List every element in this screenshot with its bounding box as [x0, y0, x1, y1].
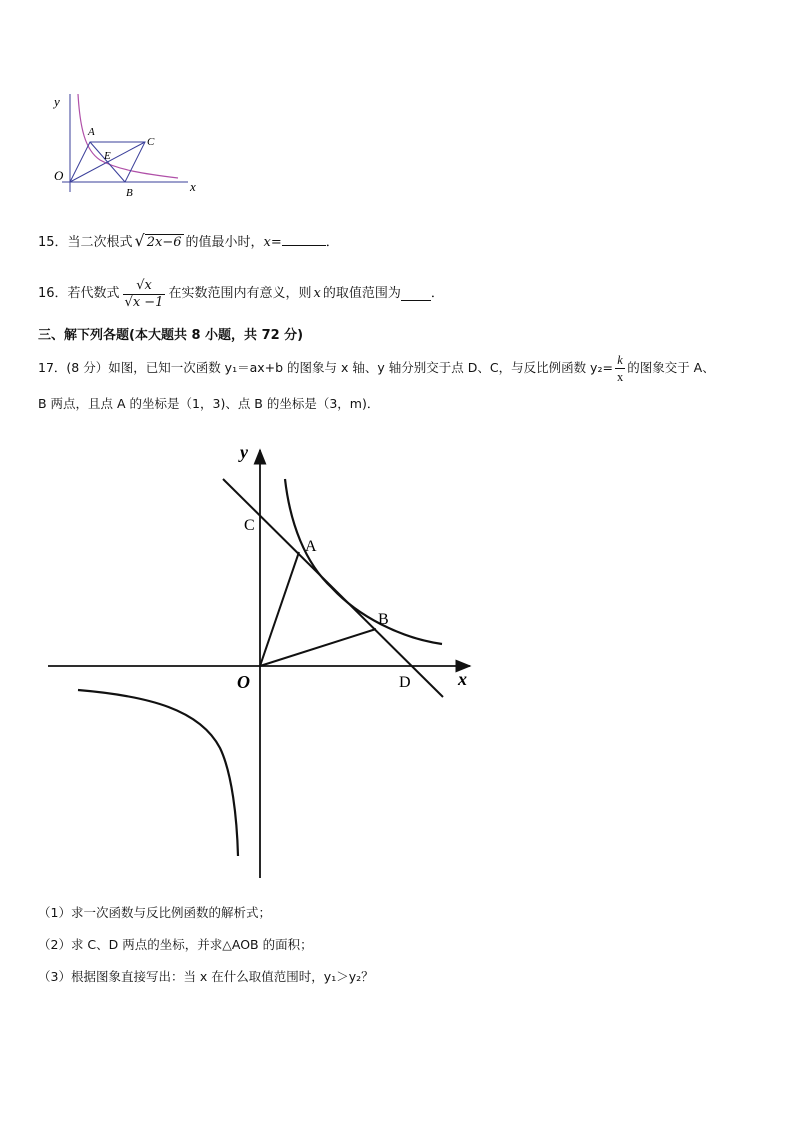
question-15 [38, 232, 339, 252]
q15-prefix: 15．当二次根式 [38, 235, 133, 250]
q17-fraction [615, 352, 625, 385]
q15-radical: √ 2x−6 [134, 231, 182, 250]
main-figure [40, 438, 480, 888]
q17-sub-1: （1）求一次函数与反比例函数的解析式； [38, 905, 271, 920]
main-label-o: O [237, 672, 250, 692]
q15-end: ． [325, 235, 339, 250]
question-17-line2: B 两点，且点 A 的坐标是（1，3)、点 B 的坐标是（3，m)． [38, 396, 380, 411]
small-label-c: C [147, 136, 155, 148]
small-label-a: A [88, 126, 95, 138]
main-hyperbola-q3 [78, 690, 238, 856]
segment-oa [260, 552, 299, 666]
q15-eq: = [270, 235, 282, 250]
q17-line1a: 17．(8 分）如图，已知一次函数 y₁＝ax+b 的图象与 x 轴、y 轴分别交于点 D、C，与反比例函数 y₂= [38, 360, 613, 375]
q16-denominator: √x −1 [124, 294, 164, 310]
q17-sub-3: （3）根据图象直接写出：当 x 在什么取值范围时，y₁＞y₂？ [38, 969, 374, 984]
main-label-y: y [240, 442, 248, 462]
q17-line1b: 的图象交于 A、 [627, 360, 715, 375]
q17-frac-den: x [616, 369, 624, 384]
q17-sub-2: （2）求 C、D 两点的坐标，并求△AOB 的面积； [38, 937, 313, 952]
q15-radicand: 2x−6 [146, 235, 182, 250]
q16-mid: 在实数范围内有意义，则 [168, 286, 312, 301]
question-16 [38, 270, 444, 318]
main-label-b: B [378, 611, 389, 628]
question-17-line1 [38, 350, 715, 386]
segment-ob [260, 629, 376, 666]
small-label-y: y [54, 94, 60, 109]
small-label-e: E [104, 150, 111, 162]
q15-suffix: 的值最小时， [185, 235, 264, 250]
section-3-title: 三、解下列各题(本大题共 8 小题，共 72 分) [38, 328, 304, 343]
small-label-b: B [126, 187, 133, 199]
q16-fraction [123, 278, 166, 311]
small-diagonal-ab [90, 142, 125, 182]
q16-prefix: 16．若代数式 [38, 286, 120, 301]
q16-answer-blank[interactable] [401, 288, 431, 301]
small-figure [40, 88, 210, 203]
main-label-a: A [305, 538, 317, 555]
small-label-o: O [54, 168, 64, 183]
q16-var: x [313, 286, 321, 301]
q15-var: x [263, 235, 271, 250]
q16-end: ． [430, 286, 444, 301]
main-label-d: D [399, 674, 411, 691]
small-label-x: x [190, 179, 196, 194]
q15-answer-blank[interactable] [282, 233, 326, 246]
q16-numerator: √x [123, 278, 166, 295]
q16-suffix: 的取值范围为 [322, 286, 401, 301]
main-label-x: x [458, 669, 467, 689]
main-label-c: C [244, 517, 255, 534]
q17-frac-num: k [615, 352, 625, 369]
